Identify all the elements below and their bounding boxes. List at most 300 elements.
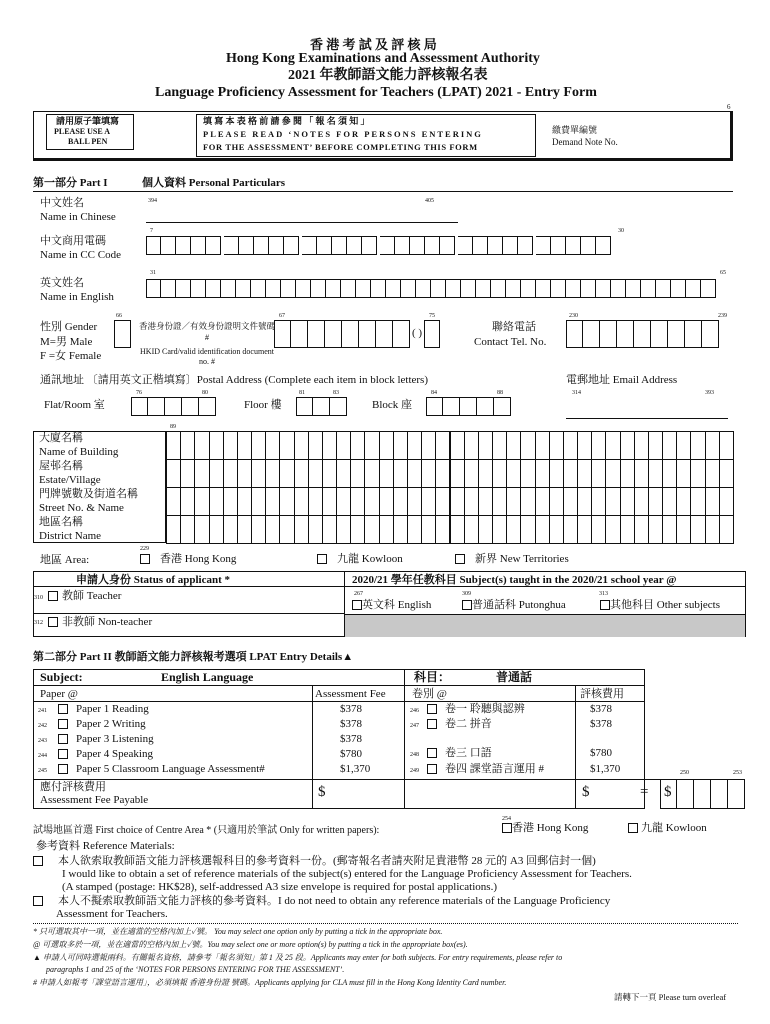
- gender-box[interactable]: [114, 320, 131, 348]
- putonghua-paper-option[interactable]: [427, 719, 492, 730]
- address-cell[interactable]: [620, 431, 635, 460]
- building-label-zh: 大廈名稱: [39, 432, 83, 444]
- putonghua-paper-num: 247: [410, 723, 419, 729]
- email-input-line[interactable]: [566, 418, 728, 419]
- address-cell[interactable]: [620, 487, 635, 516]
- address-cell[interactable]: [690, 487, 705, 516]
- address-cell[interactable]: [634, 487, 649, 516]
- subj-other-checkbox[interactable]: [600, 600, 610, 610]
- address-cell[interactable]: [194, 431, 209, 460]
- footnote-3b: paragraphs 1 and 25 of the ‘NOTES FOR PERSONS ENTERING FOR THE ASSESSMENT’.: [46, 965, 345, 974]
- putonghua-paper-checkbox[interactable]: [427, 704, 437, 714]
- address-cell[interactable]: [492, 431, 507, 460]
- centre-hk-option[interactable]: [502, 823, 588, 834]
- status-table-header-rule: [33, 586, 746, 587]
- address-cell[interactable]: [535, 487, 550, 516]
- total-dollar: $: [664, 784, 672, 800]
- english-paper-label: Paper 3 Listening: [76, 733, 154, 745]
- address-cell[interactable]: [662, 459, 677, 488]
- address-cell[interactable]: [591, 431, 606, 460]
- address-cell[interactable]: [605, 515, 620, 544]
- address-cell[interactable]: [435, 487, 450, 516]
- address-cell[interactable]: [506, 487, 521, 516]
- english-paper-checkbox[interactable]: [58, 749, 68, 759]
- subj-en-checkbox[interactable]: [352, 600, 362, 610]
- floor-boxes[interactable]: [296, 397, 347, 416]
- hkid-label-zh: 香港身份證／有效身份證明文件號碼 #: [138, 321, 275, 343]
- address-cell[interactable]: [520, 431, 535, 460]
- address-cell[interactable]: [478, 515, 493, 544]
- hkid-check-paren: ( ): [412, 327, 423, 339]
- address-cell[interactable]: [435, 431, 450, 460]
- english-paper-fee: $780: [340, 748, 362, 760]
- address-cell[interactable]: [648, 431, 663, 460]
- address-cell[interactable]: [379, 515, 394, 544]
- english-paper-label: Paper 4 Speaking: [76, 748, 153, 760]
- address-cell[interactable]: [223, 487, 238, 516]
- address-cell[interactable]: [464, 459, 479, 488]
- address-cell[interactable]: [279, 487, 294, 516]
- address-cell[interactable]: [421, 431, 436, 460]
- address-cell[interactable]: [520, 515, 535, 544]
- part1-rule: [33, 191, 733, 192]
- address-cell[interactable]: [605, 459, 620, 488]
- address-cell[interactable]: [506, 431, 521, 460]
- read-notice-en-1: PLEASE READ ‘NOTES FOR PERSONS ENTERING: [203, 129, 483, 139]
- address-cell[interactable]: [393, 431, 408, 460]
- hkid-boxes[interactable]: [274, 320, 410, 348]
- address-cell[interactable]: [634, 515, 649, 544]
- status-head: 申請人身份 Status of applicant *: [76, 574, 231, 586]
- subj-en-option[interactable]: [352, 600, 431, 611]
- address-cell[interactable]: [237, 431, 252, 460]
- address-cell[interactable]: [492, 515, 507, 544]
- putonghua-paper-checkbox[interactable]: [427, 764, 437, 774]
- address-cell[interactable]: [563, 431, 578, 460]
- area-hk-option[interactable]: [140, 554, 236, 565]
- demand-note-en: Demand Note No.: [552, 137, 618, 147]
- putonghua-paper-option[interactable]: [427, 704, 525, 715]
- address-cell[interactable]: [294, 431, 309, 460]
- address-grid[interactable]: [166, 431, 733, 543]
- address-cell[interactable]: [605, 487, 620, 516]
- pen-notice-en-1: PLEASE USE A: [54, 127, 111, 136]
- putonghua-paper-checkbox[interactable]: [427, 719, 437, 729]
- address-cell[interactable]: [393, 487, 408, 516]
- address-cell[interactable]: [237, 515, 252, 544]
- subj-en-text: 英文科 English: [362, 599, 432, 611]
- address-cell[interactable]: [265, 459, 280, 488]
- address-cell[interactable]: [492, 487, 507, 516]
- address-cell[interactable]: [719, 487, 734, 516]
- address-cell[interactable]: [648, 515, 663, 544]
- address-cell[interactable]: [336, 515, 351, 544]
- address-cell[interactable]: [209, 459, 224, 488]
- hkid-check-box[interactable]: [424, 320, 440, 348]
- english-paper-label: Paper 5 Classroom Language Assessment#: [76, 763, 265, 775]
- address-cell[interactable]: [308, 459, 323, 488]
- subj-other-text: 其他科目 Other subjects: [610, 599, 720, 611]
- address-cell[interactable]: [705, 431, 720, 460]
- centre-kln-checkbox[interactable]: [628, 823, 638, 833]
- address-cell[interactable]: [350, 487, 365, 516]
- address-label: 通訊地址 〔請用英文正楷填寫〕Postal Address (Complete each item in block letters): [40, 374, 429, 386]
- address-cell[interactable]: [237, 459, 252, 488]
- tel-end-num: 239: [718, 313, 727, 319]
- total-fee-boxes[interactable]: [660, 779, 745, 809]
- floor-start-num: 81: [299, 390, 305, 396]
- address-cell[interactable]: [676, 515, 691, 544]
- address-cell[interactable]: [563, 515, 578, 544]
- address-cell[interactable]: [563, 459, 578, 488]
- english-total-rule: [33, 779, 405, 780]
- gender-female: F =女 Female: [40, 350, 102, 362]
- footnote-2: @ 可選取多於一項，並在適當的空格內加上✓號。You may select one or more option(s) by putting a tick in the appropriate box(es).: [33, 940, 468, 949]
- address-cell[interactable]: [464, 515, 479, 544]
- name-zh-input-line[interactable]: [146, 222, 458, 223]
- centre-label: 試場地區首選 First choice of Centre Area * (只適用於筆試 Only for written papers):: [33, 825, 380, 836]
- address-cell[interactable]: [336, 459, 351, 488]
- putonghua-subheader-rule: [405, 701, 645, 702]
- street-label-en: Street No. & Name: [39, 502, 124, 514]
- english-paper-option[interactable]: [58, 749, 153, 760]
- english-paper-option[interactable]: [58, 719, 146, 730]
- address-cell[interactable]: [662, 515, 677, 544]
- cc-label-en: Name in CC Code: [40, 249, 121, 261]
- teacher-option[interactable]: [48, 591, 121, 602]
- address-cell[interactable]: [577, 431, 592, 460]
- subj-pth-option[interactable]: [462, 600, 566, 611]
- ref-option-1-en-1: I would like to obtain a set of reference materials of the subject(s) entered for the Language Proficiency Assessment for Teachers.: [62, 868, 632, 880]
- read-notice-zh: 填 寫 本 表 格 前 請 參 閱 「 報 名 須 知 」: [203, 116, 370, 126]
- block-boxes[interactable]: [426, 397, 511, 416]
- english-paper-num: 241: [38, 708, 47, 714]
- address-cell[interactable]: [194, 515, 209, 544]
- putonghua-paper-label: 卷一 聆聽與認辨: [445, 703, 525, 715]
- address-cell[interactable]: [421, 459, 436, 488]
- english-subject-name: English Language: [161, 670, 254, 684]
- gender-male: M=男 Male: [40, 336, 93, 348]
- teacher-text: 教師 Teacher: [62, 590, 122, 602]
- address-cell[interactable]: [620, 459, 635, 488]
- subj-other-option[interactable]: [600, 600, 720, 611]
- address-cell[interactable]: [719, 431, 734, 460]
- address-cell[interactable]: [450, 487, 465, 516]
- address-cell[interactable]: [662, 431, 677, 460]
- putonghua-paper-option[interactable]: [427, 764, 544, 775]
- address-cell[interactable]: [676, 431, 691, 460]
- address-cell[interactable]: [180, 459, 195, 488]
- address-cell[interactable]: [648, 487, 663, 516]
- address-cell[interactable]: [166, 459, 181, 488]
- flat-end-num: 80: [202, 390, 208, 396]
- english-paper-checkbox[interactable]: [58, 764, 68, 774]
- nonteacher-option[interactable]: [48, 617, 152, 628]
- address-cell[interactable]: [166, 431, 181, 460]
- address-cell[interactable]: [690, 431, 705, 460]
- nonteacher-checkbox[interactable]: [48, 617, 58, 627]
- address-cell[interactable]: [350, 515, 365, 544]
- address-cell[interactable]: [492, 459, 507, 488]
- address-cell[interactable]: [634, 431, 649, 460]
- address-cell[interactable]: [294, 487, 309, 516]
- cc-code-boxes[interactable]: [146, 236, 614, 255]
- address-cell[interactable]: [421, 487, 436, 516]
- address-cell[interactable]: [634, 459, 649, 488]
- en-name-label: 英文姓名: [40, 277, 84, 289]
- english-paper-option[interactable]: [58, 704, 149, 715]
- address-cell[interactable]: [180, 431, 195, 460]
- address-cell[interactable]: [620, 515, 635, 544]
- centre-num: 254: [502, 816, 511, 822]
- address-cell[interactable]: [464, 487, 479, 516]
- address-cell[interactable]: [393, 515, 408, 544]
- putonghua-paper-label: 卷別 @: [412, 688, 447, 700]
- address-cell[interactable]: [450, 431, 465, 460]
- area-nt-checkbox[interactable]: [455, 554, 465, 564]
- address-cell[interactable]: [407, 459, 422, 488]
- english-paper-option[interactable]: [58, 764, 265, 775]
- address-cell[interactable]: [251, 515, 266, 544]
- address-cell[interactable]: [549, 487, 564, 516]
- address-cell[interactable]: [690, 515, 705, 544]
- address-cell[interactable]: [364, 487, 379, 516]
- address-cell[interactable]: [520, 487, 535, 516]
- address-cell[interactable]: [166, 487, 181, 516]
- address-cell[interactable]: [520, 459, 535, 488]
- centre-kln-text: 九龍 Kowloon: [641, 822, 707, 834]
- putonghua-paper-option[interactable]: [427, 748, 492, 759]
- address-cell[interactable]: [308, 515, 323, 544]
- district-label-zh: 地區名稱: [39, 516, 83, 528]
- ref-heading: 參考資料 Reference Materials:: [36, 840, 175, 852]
- address-cell[interactable]: [591, 459, 606, 488]
- estate-label-en: Estate/Village: [39, 474, 101, 486]
- address-cell[interactable]: [662, 487, 677, 516]
- address-cell[interactable]: [506, 459, 521, 488]
- english-paper-checkbox[interactable]: [58, 704, 68, 714]
- english-paper-checkbox[interactable]: [58, 719, 68, 729]
- address-cell[interactable]: [350, 431, 365, 460]
- address-cell[interactable]: [535, 515, 550, 544]
- address-cell[interactable]: [364, 515, 379, 544]
- address-cell[interactable]: [308, 431, 323, 460]
- address-cell[interactable]: [237, 487, 252, 516]
- address-cell[interactable]: [676, 459, 691, 488]
- address-cell[interactable]: [563, 487, 578, 516]
- address-cell[interactable]: [209, 487, 224, 516]
- footnote-4: # 申請人如報考「課堂語言運用」，必須填報 香港身份證 號碼。Applicants applying for CLA must fill in the Hong Kong Identity Card number.: [33, 978, 507, 987]
- address-cell[interactable]: [407, 431, 422, 460]
- name-zh-label: 中文姓名: [40, 197, 84, 209]
- address-cell[interactable]: [450, 459, 465, 488]
- address-cell[interactable]: [379, 459, 394, 488]
- address-cell[interactable]: [393, 459, 408, 488]
- address-cell[interactable]: [577, 487, 592, 516]
- area-nt-text: 新界 New Territories: [475, 553, 569, 565]
- english-paper-option[interactable]: [58, 734, 154, 745]
- address-cell[interactable]: [308, 487, 323, 516]
- address-cell[interactable]: [379, 431, 394, 460]
- footnote-rule: [33, 923, 738, 924]
- address-cell[interactable]: [265, 515, 280, 544]
- address-cell[interactable]: [209, 431, 224, 460]
- address-cell[interactable]: [322, 459, 337, 488]
- address-cell[interactable]: [322, 487, 337, 516]
- address-cell[interactable]: [265, 431, 280, 460]
- address-cell[interactable]: [719, 515, 734, 544]
- address-cell[interactable]: [407, 487, 422, 516]
- address-cell[interactable]: [648, 459, 663, 488]
- hkid-label-en: HKID Card/valid identification document no. #: [140, 347, 274, 367]
- address-cell[interactable]: [450, 515, 465, 544]
- address-cell[interactable]: [421, 515, 436, 544]
- address-cell[interactable]: [577, 515, 592, 544]
- putonghua-payable-dollar: $: [582, 784, 590, 800]
- area-nt-option[interactable]: [455, 554, 569, 565]
- address-cell[interactable]: [364, 459, 379, 488]
- address-cell[interactable]: [591, 487, 606, 516]
- address-cell[interactable]: [379, 487, 394, 516]
- english-fee-col-line: [312, 685, 313, 809]
- address-cell[interactable]: [294, 459, 309, 488]
- address-cell[interactable]: [251, 459, 266, 488]
- subjects-head: 2020/21 學年任教科目 Subject(s) taught in the 2020/21 school year @: [352, 574, 677, 586]
- estate-label-zh: 屋邨名稱: [39, 460, 83, 472]
- nonteacher-text: 非教師 Non-teacher: [62, 616, 153, 628]
- address-cell[interactable]: [322, 431, 337, 460]
- area-hk-checkbox[interactable]: [140, 554, 150, 564]
- address-cell[interactable]: [279, 515, 294, 544]
- english-paper-fee: $378: [340, 733, 362, 745]
- area-kln-text: 九龍 Kowloon: [337, 553, 403, 565]
- address-cell[interactable]: [464, 431, 479, 460]
- address-cell[interactable]: [223, 515, 238, 544]
- name-zh-start-num: 394: [148, 198, 157, 204]
- address-cell[interactable]: [605, 431, 620, 460]
- address-cell[interactable]: [364, 431, 379, 460]
- putonghua-paper-fee: $378: [590, 703, 612, 715]
- address-cell[interactable]: [194, 459, 209, 488]
- subj-pth-num: 309: [462, 591, 471, 597]
- address-cell[interactable]: [577, 459, 592, 488]
- address-cell[interactable]: [336, 431, 351, 460]
- building-label-en: Name of Building: [39, 446, 119, 458]
- english-paper-checkbox[interactable]: [58, 734, 68, 744]
- address-cell[interactable]: [478, 487, 493, 516]
- english-paper-num: 242: [38, 723, 47, 729]
- address-cell[interactable]: [549, 431, 564, 460]
- centre-kln-option[interactable]: [628, 823, 707, 834]
- teacher-checkbox[interactable]: [48, 591, 58, 601]
- address-cell[interactable]: [279, 459, 294, 488]
- area-kln-checkbox[interactable]: [317, 554, 327, 564]
- tel-label-zh: 聯絡電話: [492, 321, 536, 333]
- putonghua-paper-num: 249: [410, 768, 419, 774]
- flat-boxes[interactable]: [131, 397, 216, 416]
- english-paper-num: 244: [38, 753, 47, 759]
- address-cell[interactable]: [180, 515, 195, 544]
- putonghua-header-rule: [405, 685, 645, 686]
- address-cell[interactable]: [690, 459, 705, 488]
- address-cell[interactable]: [322, 515, 337, 544]
- subj-pth-checkbox[interactable]: [462, 600, 472, 610]
- en-start-num: 31: [150, 270, 156, 276]
- centre-hk-checkbox[interactable]: [502, 823, 512, 833]
- address-cell[interactable]: [194, 487, 209, 516]
- name-zh-end-num: 405: [425, 198, 434, 204]
- putonghua-paper-checkbox[interactable]: [427, 748, 437, 758]
- address-cell[interactable]: [223, 431, 238, 460]
- putonghua-paper-num: 248: [410, 752, 419, 758]
- cc-label: 中文商用電碼: [40, 235, 106, 247]
- org-name-en: Hong Kong Examinations and Assessment Authority: [226, 51, 540, 66]
- putonghua-paper-fee: $1,370: [590, 763, 621, 775]
- address-cell[interactable]: [251, 431, 266, 460]
- area-kln-option[interactable]: [317, 554, 403, 565]
- en-name-boxes[interactable]: [146, 279, 716, 298]
- address-cell[interactable]: [223, 459, 238, 488]
- address-cell[interactable]: [407, 515, 422, 544]
- address-cell[interactable]: [705, 459, 720, 488]
- address-cell[interactable]: [478, 431, 493, 460]
- address-cell[interactable]: [166, 515, 181, 544]
- address-cell[interactable]: [549, 515, 564, 544]
- address-cell[interactable]: [435, 515, 450, 544]
- form-title-zh: 2021 年教師語文能力評核報名表: [288, 68, 488, 83]
- address-cell[interactable]: [535, 431, 550, 460]
- tel-label-en: Contact Tel. No.: [474, 336, 547, 348]
- address-cell[interactable]: [294, 515, 309, 544]
- address-cell[interactable]: [535, 459, 550, 488]
- address-cell[interactable]: [435, 459, 450, 488]
- page-number: 6: [727, 103, 731, 111]
- address-cell[interactable]: [478, 459, 493, 488]
- gender-num: 66: [116, 313, 122, 319]
- address-cell[interactable]: [209, 515, 224, 544]
- teacher-num: 310: [34, 595, 43, 601]
- address-cell[interactable]: [279, 431, 294, 460]
- address-cell[interactable]: [591, 515, 606, 544]
- english-paper-fee: $1,370: [340, 763, 371, 775]
- flat-label: Flat/Room 室: [44, 399, 105, 411]
- putonghua-paper-fee: $378: [590, 718, 612, 730]
- english-paper-label: Paper 1 Reading: [76, 703, 149, 715]
- address-cell[interactable]: [180, 487, 195, 516]
- english-paper-label: Paper 2 Writing: [76, 718, 146, 730]
- ref-option-2-checkbox[interactable]: [33, 896, 43, 906]
- address-cell[interactable]: [336, 487, 351, 516]
- centre-hk-text: 香港 Hong Kong: [512, 822, 589, 834]
- address-cell[interactable]: [350, 459, 365, 488]
- address-cell[interactable]: [251, 487, 266, 516]
- address-cell[interactable]: [549, 459, 564, 488]
- address-cell[interactable]: [265, 487, 280, 516]
- putonghua-paper-label: 卷二 拼音: [445, 718, 492, 730]
- address-cell[interactable]: [705, 487, 720, 516]
- tel-boxes[interactable]: [566, 320, 719, 348]
- block-label: Block 座: [372, 399, 413, 411]
- total-equals: =: [640, 784, 649, 800]
- en-name-label-en: Name in English: [40, 291, 114, 303]
- ref-option-1-checkbox[interactable]: [33, 856, 43, 866]
- address-cell[interactable]: [676, 487, 691, 516]
- address-cell[interactable]: [506, 515, 521, 544]
- address-cell[interactable]: [719, 459, 734, 488]
- putonghua-subject-label: 科目：: [414, 670, 451, 684]
- status-table-row-rule: [33, 613, 344, 614]
- address-cell[interactable]: [705, 515, 720, 544]
